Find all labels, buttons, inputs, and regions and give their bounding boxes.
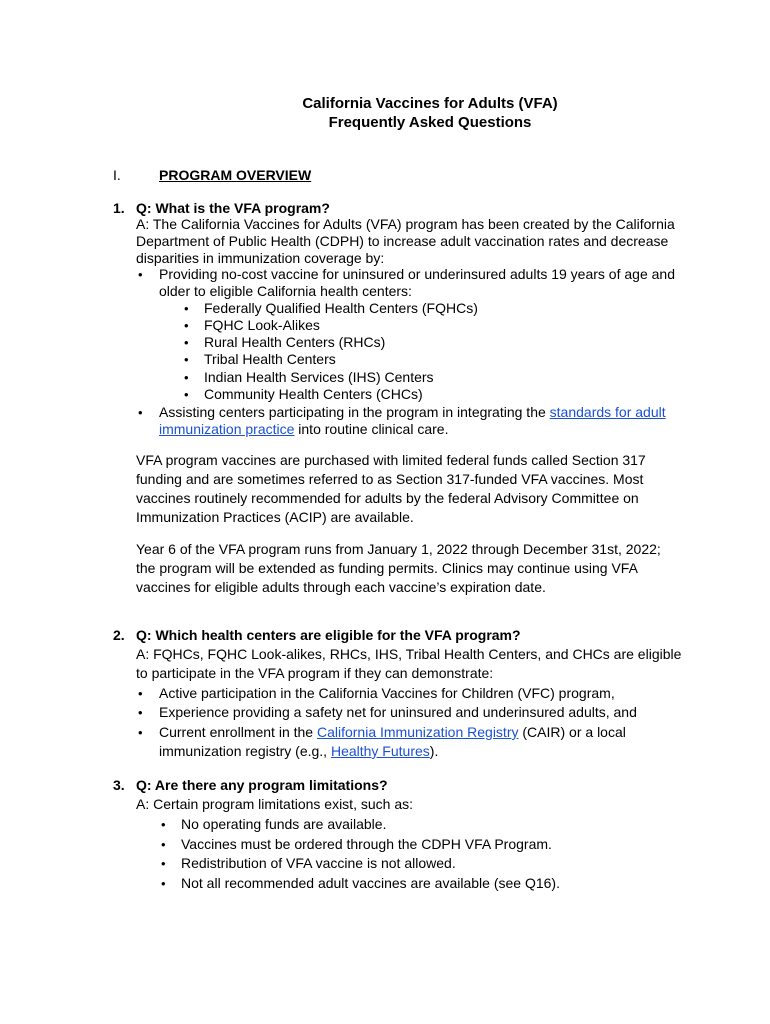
healthy-futures-link[interactable]: Healthy Futures (330, 743, 430, 759)
cair-link[interactable]: California Immunization Registry (316, 724, 519, 740)
bullet-icon: • (138, 686, 143, 701)
q2-bullet3-suffix: (CAIR) or a local (522, 724, 626, 740)
q1-bullet1-line: older to eligible California health centers: (159, 283, 412, 299)
limit-item: Not all recommended adult vaccines are available (see Q16). (181, 875, 560, 891)
q2-bullet3-line2-prefix: immunization registry (e.g., (159, 743, 328, 759)
center-item: Federally Qualified Health Centers (FQHCs) (204, 300, 478, 316)
q1-answer-line: Department of Public Health (CDPH) to increase adult vaccination rates and decrease (136, 233, 669, 249)
doc-title-line1: California Vaccines for Adults (VFA) (302, 95, 558, 112)
bullet-icon: • (184, 387, 189, 402)
bullet-icon: • (161, 856, 166, 871)
q1-number: 1. (113, 200, 125, 216)
q2-bullet2: Experience providing a safety net for uninsured and underinsured adults, and (159, 704, 637, 720)
q1-bullet1-line: Providing no-cost vaccine for uninsured or underinsured adults 19 years of age and (159, 266, 675, 282)
bullet-icon: • (184, 335, 189, 350)
limit-item: No operating funds are available. (181, 816, 387, 832)
center-item: Community Health Centers (CHCs) (204, 386, 423, 402)
q2-bullet3-line1 (159, 724, 626, 741)
immunization-practice-link[interactable]: immunization practice (159, 421, 295, 437)
q1-para2-line: Year 6 of the VFA program runs from January 1, 2022 through December 31st, 2022; (136, 541, 661, 557)
q1-para1-line: funding and are sometimes referred to as Section 317-funded VFA vaccines. Most (136, 471, 644, 487)
q3-number: 3. (113, 777, 125, 793)
q2-question: Q: Which health centers are eligible for the VFA program? (136, 627, 521, 643)
q2-answer-line: A: FQHCs, FQHC Look-alikes, RHCs, IHS, Tribal Health Centers, and CHCs are eligible (136, 646, 682, 662)
q1-bullet2-line1 (159, 404, 666, 421)
q2-answer-line: to participate in the VFA program if they can demonstrate: (136, 665, 494, 681)
bullet-icon: • (161, 837, 166, 852)
bullet-icon: • (161, 876, 166, 891)
standards-link[interactable]: standards for adult (549, 404, 666, 420)
q1-para2-line: vaccines for eligible adults through each vaccine’s expiration date. (136, 579, 546, 595)
section-heading: PROGRAM OVERVIEW (159, 167, 312, 183)
q1-answer-line: A: The California Vaccines for Adults (VFA) program has been created by the California (136, 216, 675, 232)
limit-item: Vaccines must be ordered through the CDPH VFA Program. (181, 836, 552, 852)
bullet-icon: • (184, 370, 189, 385)
section-numeral: I. (113, 167, 121, 183)
bullet-icon: • (184, 318, 189, 333)
bullet-icon: • (138, 725, 143, 740)
q1-question: Q: What is the VFA program? (136, 200, 330, 216)
bullet-icon: • (138, 267, 143, 282)
center-item: Indian Health Services (IHS) Centers (204, 369, 434, 385)
q2-bullet3-line2 (159, 743, 438, 760)
bullet-icon: • (161, 817, 166, 832)
bullet-icon: • (138, 405, 143, 420)
q1-para2-line: the program will be extended as funding permits. Clinics may continue using VFA (136, 560, 638, 576)
q1-para1-line: vaccines routinely recommended for adults by the federal Advisory Committee on (136, 490, 639, 506)
center-item: Rural Health Centers (RHCs) (204, 334, 386, 350)
center-item: FQHC Look-Alikes (204, 317, 320, 333)
q1-answer-line: disparities in immunization coverage by: (136, 250, 385, 266)
limit-item: Redistribution of VFA vaccine is not allowed. (181, 855, 456, 871)
q2-bullet1: Active participation in the California Vaccines for Children (VFC) program, (159, 685, 615, 701)
bullet-icon: • (184, 301, 189, 316)
q1-para1-line: VFA program vaccines are purchased with limited federal funds called Section 317 (136, 452, 646, 468)
q3-question: Q: Are there any program limitations? (136, 777, 388, 793)
q1-para1-line: Immunization Practices (ACIP) are available. (136, 509, 414, 525)
q1-bullet2-prefix: Assisting centers participating in the program in integrating the (159, 404, 546, 420)
q1-bullet2-suffix: into routine clinical care. (298, 421, 449, 437)
q3-answer: A: Certain program limitations exist, such as: (136, 796, 413, 812)
bullet-icon: • (138, 705, 143, 720)
doc-title-line2: Frequently Asked Questions (328, 114, 532, 131)
q2-bullet3-line2-suffix: ). (429, 743, 439, 759)
bullet-icon: • (184, 352, 189, 367)
q1-bullet2-line2 (159, 421, 448, 438)
center-item: Tribal Health Centers (204, 351, 336, 367)
q2-bullet3-prefix: Current enrollment in the (159, 724, 314, 740)
q2-number: 2. (113, 627, 125, 643)
